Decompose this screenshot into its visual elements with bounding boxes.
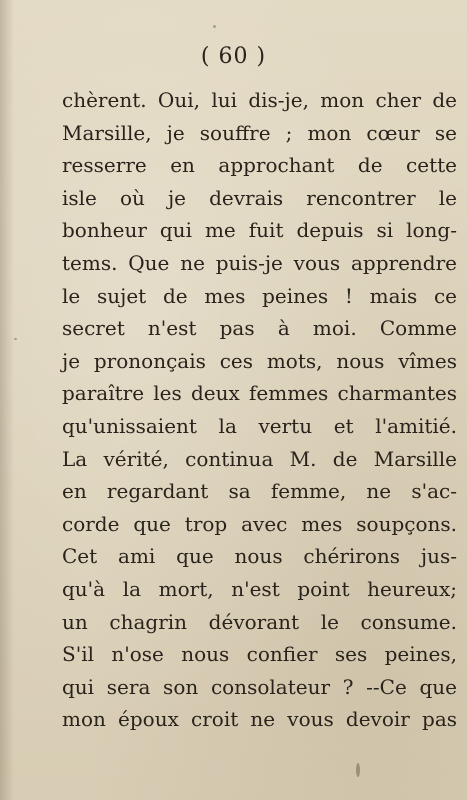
text-line: qu'à la mort, n'est point heureux; xyxy=(62,576,457,601)
text-line: le sujet de mes peines ! mais ce xyxy=(62,283,457,308)
page-number: ( 60 ) xyxy=(200,44,267,69)
text-line: secret n'est pas à moi. Comme xyxy=(62,316,457,341)
text-line: mon époux croit ne vous devoir pas xyxy=(62,707,457,732)
text-line: La vérité, continua M. de Marsille xyxy=(62,446,457,471)
text-line: en regardant sa femme, ne s'ac- xyxy=(62,479,457,504)
text-line: tems. Que ne puis-je vous apprendre xyxy=(62,250,457,275)
body-text xyxy=(62,84,457,736)
text-line: Cet ami que nous chérirons jus- xyxy=(62,544,457,569)
text-line: qui sera son consolateur ? --Ce que xyxy=(62,674,457,699)
text-line: resserre en approchant de cette xyxy=(62,153,457,178)
text-line: S'il n'ose nous confier ses peines, xyxy=(62,642,457,667)
text-line: je prononçais ces mots, nous vîmes xyxy=(62,348,457,373)
gutter-shadow xyxy=(0,0,14,800)
paper-speck xyxy=(213,25,216,28)
paper-speck xyxy=(356,763,360,777)
text-line: corde que trop avec mes soupçons. xyxy=(62,511,457,536)
text-line: Marsille, je souffre ; mon cœur se xyxy=(62,120,457,145)
text-line: isle où je devrais rencontrer le xyxy=(62,185,457,210)
text-line: chèrent. Oui, lui dis-je, mon cher de xyxy=(62,88,457,112)
text-line: bonheur qui me fuit depuis si long- xyxy=(62,218,457,243)
text-line: qu'unissaient la vertu et l'amitié. xyxy=(62,413,457,438)
paper-speck xyxy=(14,338,17,340)
text-line: paraître les deux femmes charmantes xyxy=(62,381,457,406)
text-line: un chagrin dévorant le consume. xyxy=(62,609,457,634)
